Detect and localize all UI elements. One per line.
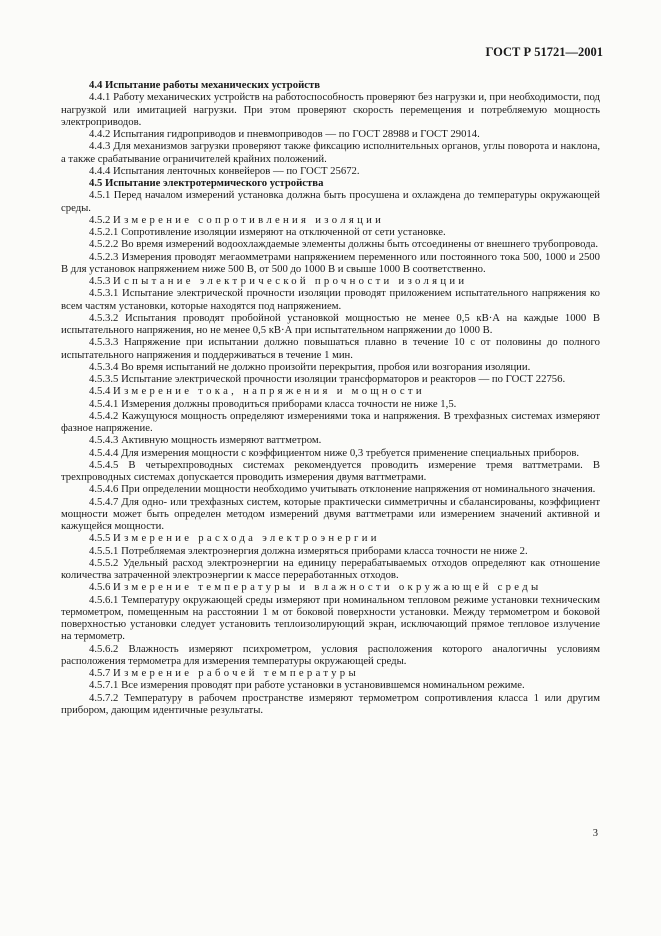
body-paragraph: 4.5.4.4 Для измерения мощности с коэффициентом ниже 0,3 требуется применение специальных приборов. — [89, 446, 580, 459]
body-paragraph: 4.5.1 Перед началом измерений установка должна быть просушена и охлаждена до температуры окружающей среды. — [61, 189, 600, 214]
subsection-title: Измерение тока, напряжения и мощности — [113, 385, 425, 398]
body-paragraph: 4.5.2.1 Сопротивление изоляции измеряют на отключенной от сети установке. — [89, 226, 446, 238]
body-paragraph: 4.4.4 Испытания ленточных конвейеров — по ГОСТ 25672. — [89, 164, 360, 177]
subsection-title: Измерение расхода электроэнергии — [113, 532, 380, 545]
subsection-heading — [61, 667, 600, 679]
document-header: ГОСТ Р 51721—2001 — [485, 45, 603, 59]
body-paragraph: 4.5.2.3 Измерения проводят мегаомметрами напряжением переменного или постоянного тока 500, 1000 и 2500 В для установок напряжением ниже 500 В, от 500 до 1000 В и свыше 1000 В соответственно. — [61, 250, 600, 275]
subsection-heading — [61, 385, 600, 397]
subsection-number: 4.5.6 — [89, 581, 111, 594]
subsection-number: 4.5.4 — [89, 385, 111, 398]
section-heading: 4.5 Испытание электротермического устройства — [89, 177, 324, 189]
section-heading: 4.4 Испытание работы механических устройств — [89, 79, 321, 91]
subsection-title: Измерение температуры и влажности окружающей среды — [113, 581, 542, 594]
body-paragraph: 4.5.4.6 При определении мощности необходимо учитывать отклонение напряжения от номинального значения. — [89, 483, 596, 496]
subsection-title: Измерение рабочей температуры — [113, 667, 359, 679]
body-paragraph: 4.5.3.4 Во время испытаний не должно произойти перекрытия, пробоя или возгорания изоляции. — [89, 360, 531, 373]
subsection-number: 4.5.7 — [89, 667, 111, 679]
body-paragraph: 4.4.2 Испытания гидроприводов и пневмоприводов — по ГОСТ 28988 и ГОСТ 29014. — [89, 128, 480, 140]
body-paragraph: 4.5.5.2 Удельный расход электроэнергии на единицу перерабатываемых отходов определяют как отношение количества затраченной электроэнергии к массе переработанных отходов. — [61, 556, 600, 581]
body-paragraph: 4.5.3.3 Напряжение при испытании должно повышаться плавно в течение 10 с от половины до полного испытательного напряжения и поддерживаться в течение 1 мин. — [61, 336, 600, 361]
subsection-number: 4.5.5 — [89, 532, 111, 545]
body-paragraph: 4.5.4.5 В четырехпроводных системах рекомендуется проводить измерение тремя ваттметрами. В трехпроводных системах допускается проводить измерения двумя ваттметрами. — [61, 458, 600, 483]
subsection-heading — [61, 581, 600, 593]
body-paragraph: 4.5.4.7 Для одно- или трехфазных систем, которые практически симметричны и сбалансированы, коэффициент мощности может быть определен методом измерений двумя ваттметрами или измерением значений активной и кажущейся мощности. — [61, 495, 600, 532]
body-paragraph: 4.5.6.2 Влажность измеряют психрометром, условия расположения которого аналогичны условиям расположения термометра для измерения температуры окружающей среды. — [61, 642, 600, 667]
body-paragraph: 4.5.5.1 Потребляемая электроэнергия должна измеряться приборами класса точности не ниже 2. — [89, 544, 528, 557]
body-paragraph: 4.5.2.2 Во время измерений водоохлаждаемые элементы должны быть отсоединены от внешнего трубопровода. — [89, 238, 599, 251]
body-paragraph: 4.5.4.2 Кажущуюся мощность определяют измерениями тока и напряжения. В трехфазных системах измеряют фазное напряжение. — [61, 409, 600, 434]
document-body — [61, 79, 600, 716]
body-paragraph: 4.5.3.1 Испытание электрической прочности изоляции проводят приложением испытательного напряжения ко всем частям установки, которые находятся под напряжением. — [61, 287, 600, 312]
body-paragraph: 4.5.7.2 Температуру в рабочем пространстве измеряют термометром сопротивления класса 1 или другим прибором, дающим идентичные результаты. — [61, 691, 600, 716]
body-paragraph: 4.4.1 Работу механических устройств на работоспособность проверяют без нагрузки и, при необходимости, под нагрузкой или имитацией нагрузки. При этом проверяют скорость перемещения и потребляемую мощность электроприводов. — [61, 91, 600, 128]
body-paragraph: 4.5.4.1 Измерения должны проводиться приборами класса точности не ниже 1,5. — [89, 397, 457, 410]
subsection-heading — [61, 532, 600, 544]
body-paragraph: 4.5.3.5 Испытание электрической прочности изоляции трансформаторов и реакторов — по ГОСТ 22756. — [89, 373, 566, 385]
page-number: 3 — [592, 828, 598, 839]
subsection-title: Испытание электрической прочности изоляции — [113, 275, 468, 287]
subsection-number: 4.5.3 — [89, 275, 111, 287]
subsection-heading — [61, 214, 600, 226]
body-paragraph: 4.5.3.2 Испытания проводят пробойной установкой мощностью не менее 0,5 кВ·А на каждые 1000 В испытательного напряжения, но не менее 0,5 кВ·А при испытательном напряжении до 1000 В. — [61, 311, 600, 336]
body-paragraph: 4.5.6.1 Температуру окружающей среды измеряют при номинальном тепловом режиме установки техническим термометром, помещенным на расстоянии 1 м от боковой поверхности установки. Между термометром и боковой поверхностью установки следует установить теплоизолирующий экран, исключающий прямое тепловое излучение на термометр. — [61, 593, 600, 643]
body-paragraph: 4.5.4.3 Активную мощность измеряют ваттметром. — [89, 434, 322, 447]
subsection-heading — [61, 275, 600, 287]
body-paragraph: 4.4.3 Для механизмов загрузки проверяют также фиксацию исполнительных органов, углы поворота и наклона, а также срабатывание ограничителей крайних положений. — [61, 140, 600, 165]
subsection-title: Измерение сопротивления изоляции — [113, 213, 385, 226]
subsection-number: 4.5.2 — [89, 213, 111, 226]
body-paragraph: 4.5.7.1 Все измерения проводят при работе установки в установившемся номинальном режиме. — [89, 679, 525, 692]
